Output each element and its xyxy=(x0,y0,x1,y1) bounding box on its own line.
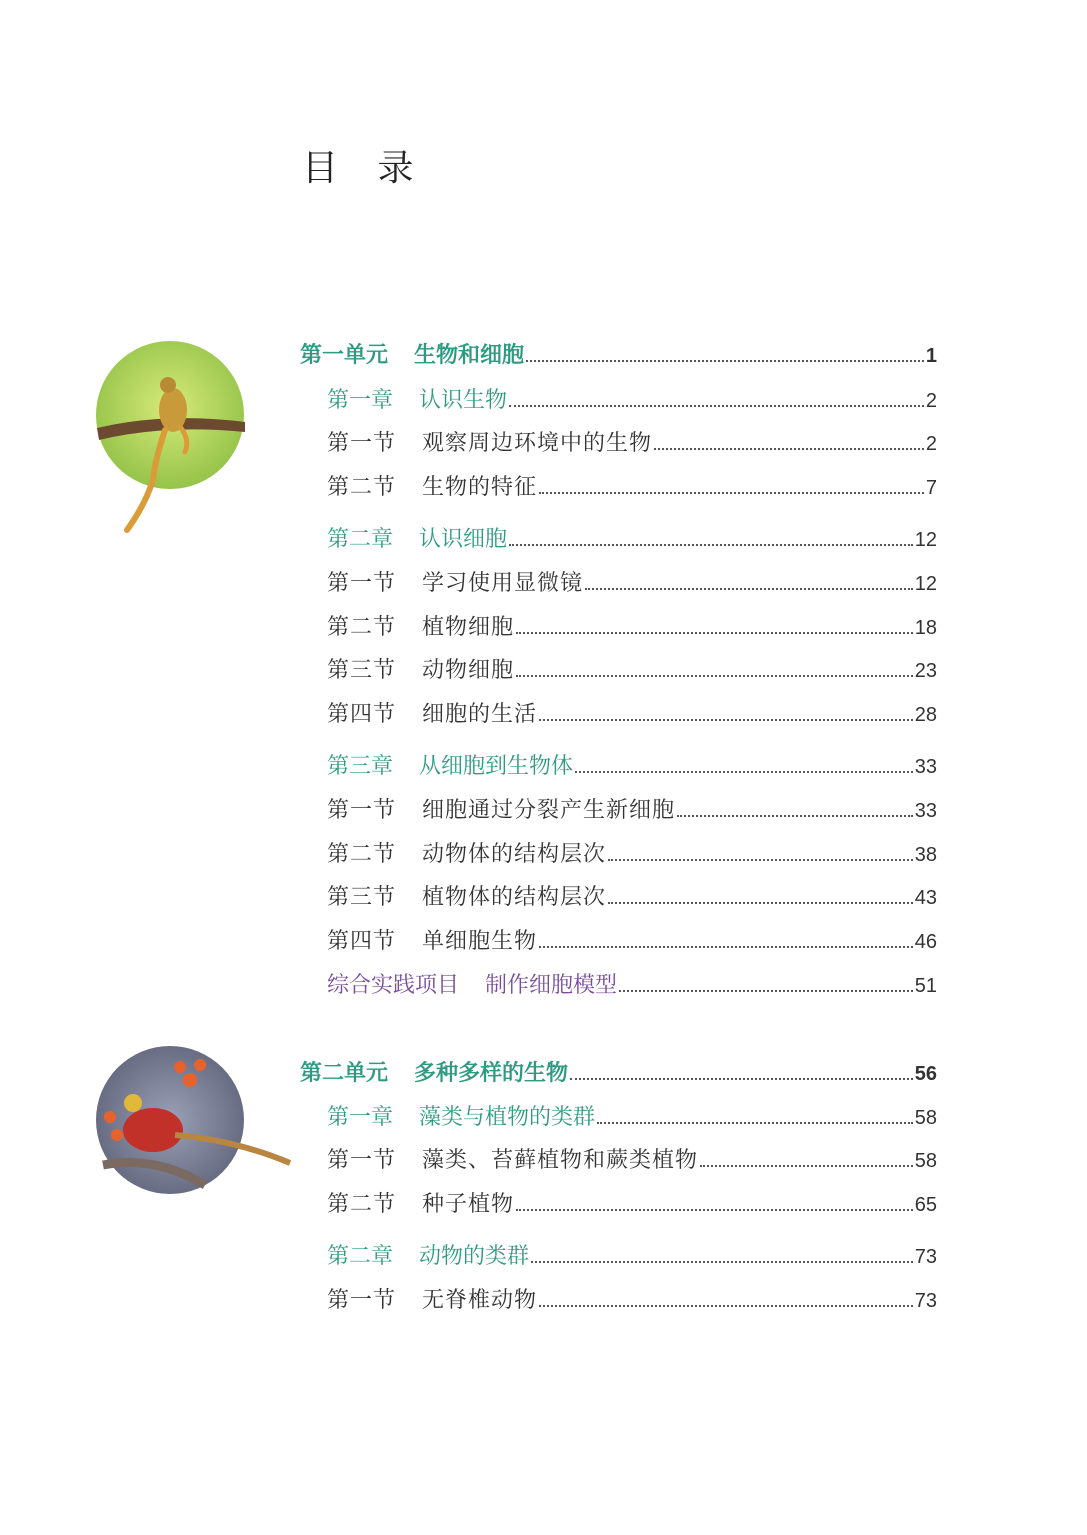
toc-section[interactable]: 第一节 观察周边环境中的生物 2 xyxy=(327,431,937,456)
toc-section[interactable]: 第一节 细胞通过分裂产生新细胞 33 xyxy=(327,798,937,823)
toc-section[interactable]: 第四节 单细胞生物 46 xyxy=(327,929,937,954)
toc-project[interactable]: 综合实践项目 制作细胞模型 51 xyxy=(327,973,937,998)
toc-unit-2[interactable]: 第二单元 多种多样的生物 56 xyxy=(300,1061,937,1086)
toc-section[interactable]: 第三节 植物体的结构层次 43 xyxy=(327,885,937,910)
toc-chapter-2-2[interactable]: 第二章 动物的类群 73 xyxy=(327,1244,937,1269)
toc-section[interactable]: 第二节 生物的特征 7 xyxy=(327,475,937,500)
frog-on-branch-image xyxy=(95,340,250,535)
toc-section[interactable]: 第三节 动物细胞 23 xyxy=(327,658,937,683)
toc-chapter-1-3[interactable]: 第三章 从细胞到生物体 33 xyxy=(327,754,937,779)
toc-section[interactable]: 第一节 无脊椎动物 73 xyxy=(327,1288,937,1313)
toc-section[interactable]: 第四节 细胞的生活 28 xyxy=(327,702,937,727)
toc-chapter-1-1[interactable]: 第一章 认识生物 2 xyxy=(327,388,937,413)
toc-unit-1[interactable]: 第一单元 生物和细胞 1 xyxy=(300,343,937,368)
toc-section[interactable]: 第二节 植物细胞 18 xyxy=(327,615,937,640)
golden-pheasant-image xyxy=(95,1045,295,1200)
toc-section[interactable]: 第二节 动物体的结构层次 38 xyxy=(327,842,937,867)
page-title: 目 录 xyxy=(302,148,428,189)
toc-section[interactable]: 第一节 学习使用显微镜 12 xyxy=(327,571,937,596)
toc-chapter-2-1[interactable]: 第一章 藻类与植物的类群 58 xyxy=(327,1105,937,1130)
toc-section[interactable]: 第二节 种子植物 65 xyxy=(327,1192,937,1217)
toc-section[interactable]: 第一节 藻类、苔藓植物和蕨类植物 58 xyxy=(327,1148,937,1173)
toc-chapter-1-2[interactable]: 第二章 认识细胞 12 xyxy=(327,527,937,552)
